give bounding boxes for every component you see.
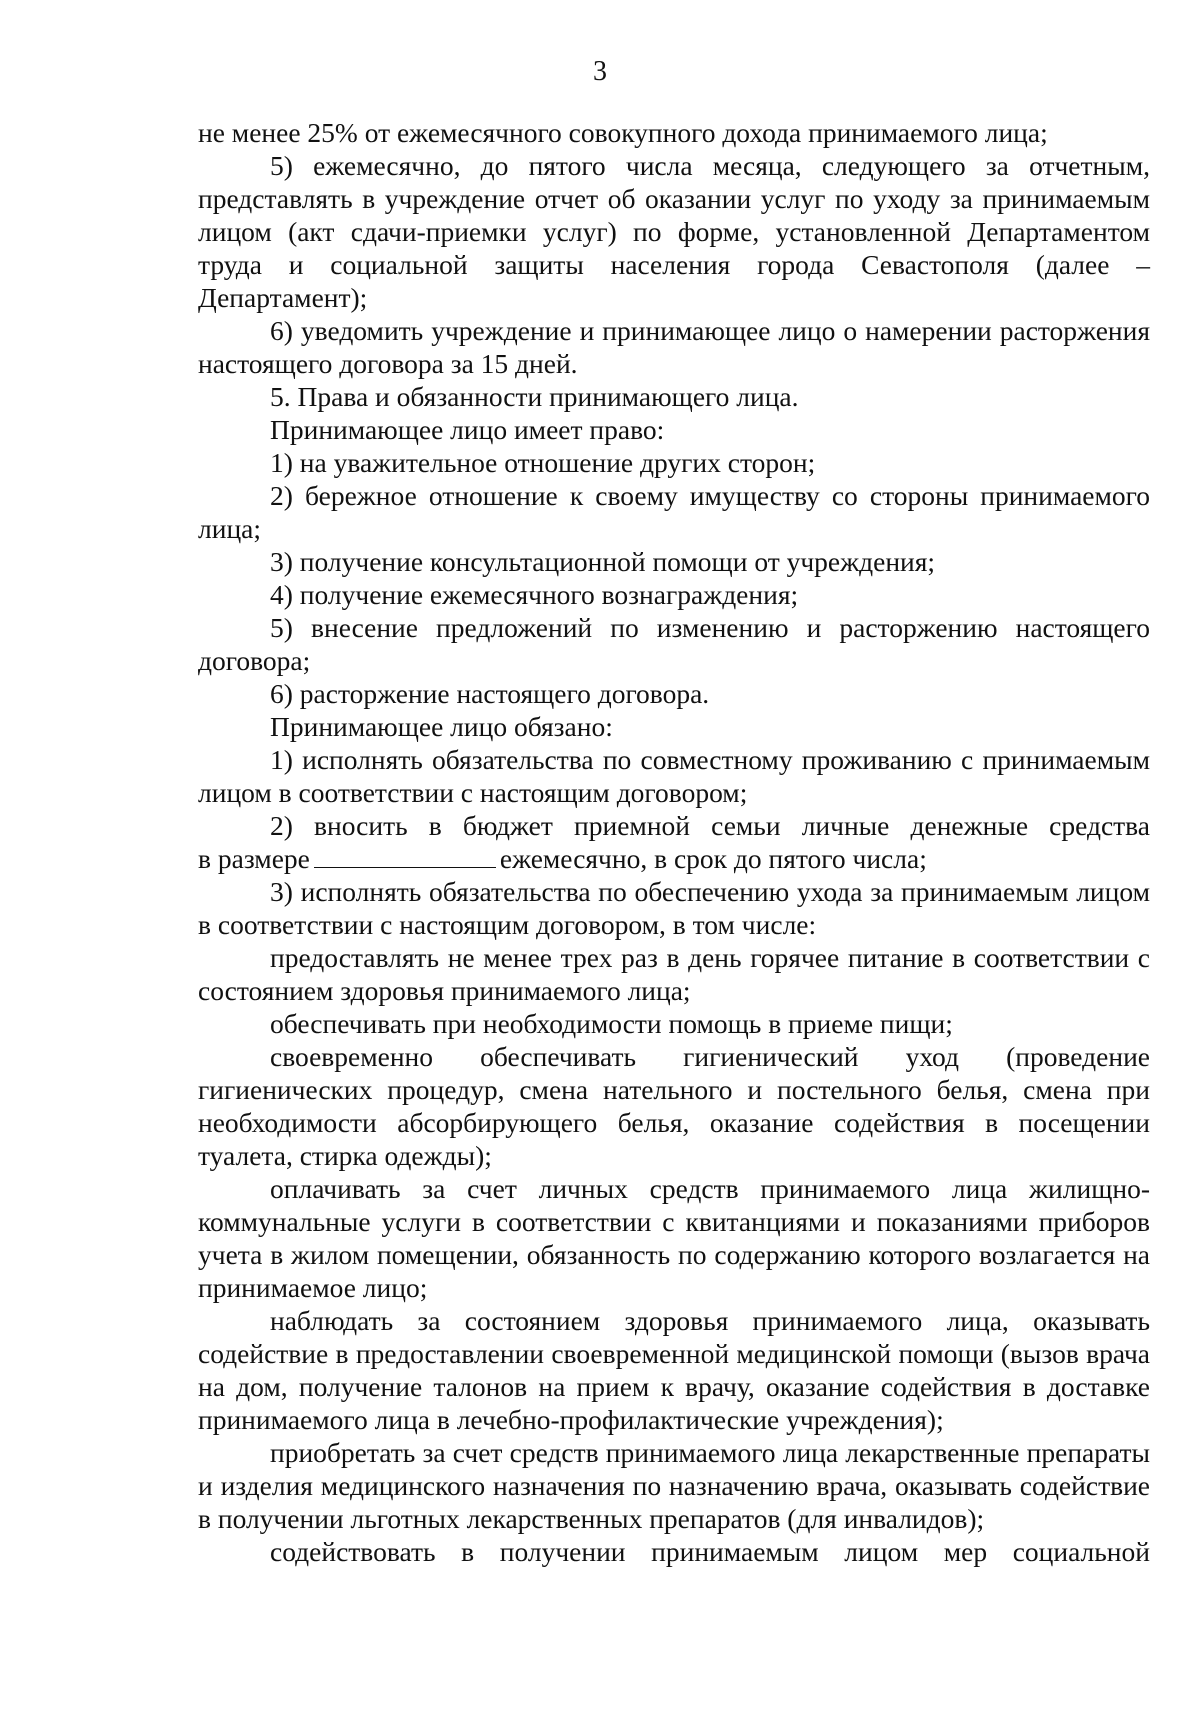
page-number: 3 [593,56,607,87]
paragraph: предоставлять не менее трех раз в день горячее питание в соответствии с состоянием здоровья принимаемого лица; [198,942,1150,1006]
budget-clause-suffix: ежемесячно, в срок до пятого числа; [499,843,927,874]
list-item: 5) внесение предложений по изменению и расторжению настоящего договора; [198,612,1150,676]
list-item: 4) получение ежемесячного вознаграждения; [270,579,799,610]
list-item: 3) получение консультационной помощи от учреждения; [270,546,936,577]
budget-clause-amount-line [198,842,1150,875]
list-item: 3) исполнять обязательства по обеспечению ухода за принимаемым лицом в соответствии с настоящим договором, в том числе: [198,876,1150,940]
amount-blank-field [314,845,496,868]
paragraph: наблюдать за состоянием здоровья принимаемого лица, оказывать содействие в предоставлении своевременной медицинской помощи (вызов врача на дом, получение талонов на прием к врачу, оказание содействия в доставке принимаемого лица в лечебно-профилактические учреждения); [198,1305,1150,1435]
list-item: 1) на уважительное отношение других сторон; [270,447,816,478]
paragraph: Принимающее лицо обязано: [270,711,613,742]
paragraph: оплачивать за счет личных средств принимаемого лица жилищно-коммунальные услуги в соответствии с квитанциями и показаниями приборов учета в жилом помещении, обязанность по содержанию которого возлагается на принимаемое лицо; [198,1173,1150,1303]
paragraph-continued: содействовать в получении принимаемым лицом мер социальной [270,1536,1150,1567]
list-item: 2) бережное отношение к своему имуществу со стороны принимаемого лица; [198,480,1150,544]
paragraph: Принимающее лицо имеет право: [270,414,665,445]
paragraph: 5) ежемесячно, до пятого числа месяца, следующего за отчетным, представлять в учреждение отчет об оказании услуг по уходу за принимаемым лицом (акт сдачи-приемки услуг) по форме, установленной Департаментом труда и социальной защиты населения города Севастополя (далее – Департамент); [198,150,1150,313]
section-heading: 5. Права и обязанности принимающего лица. [270,381,799,412]
budget-clause-prefix: в размере [198,843,310,874]
paragraph: 6) уведомить учреждение и принимающее лицо о намерении расторжения настоящего договора за 15 дней. [198,315,1150,379]
budget-clause-line: 2) вносить в бюджет приемной семьи личные денежные средства [270,810,1150,841]
list-item: 1) исполнять обязательства по совместному проживанию с принимаемым лицом в соответствии с настоящим договором; [198,744,1150,808]
paragraph: обеспечивать при необходимости помощь в приеме пищи; [270,1008,953,1039]
budget-clause [198,809,1150,875]
list-item: 6) расторжение настоящего договора. [270,678,710,709]
paragraph: своевременно обеспечивать гигиенический уход (проведение гигиенических процедур, смена нательного и постельного белья, смена при необходимости абсорбирующего белья, оказание содействия в посещении туалета, стирка одежды); [198,1041,1150,1171]
paragraph: приобретать за счет средств принимаемого лица лекарственные препараты и изделия медицинского назначения по назначению врача, оказывать содействие в получении льготных лекарственных препаратов (для инвалидов); [198,1437,1150,1534]
document-body [198,116,1150,1568]
paragraph: не менее 25% от ежемесячного совокупного дохода принимаемого лица; [198,117,1048,148]
